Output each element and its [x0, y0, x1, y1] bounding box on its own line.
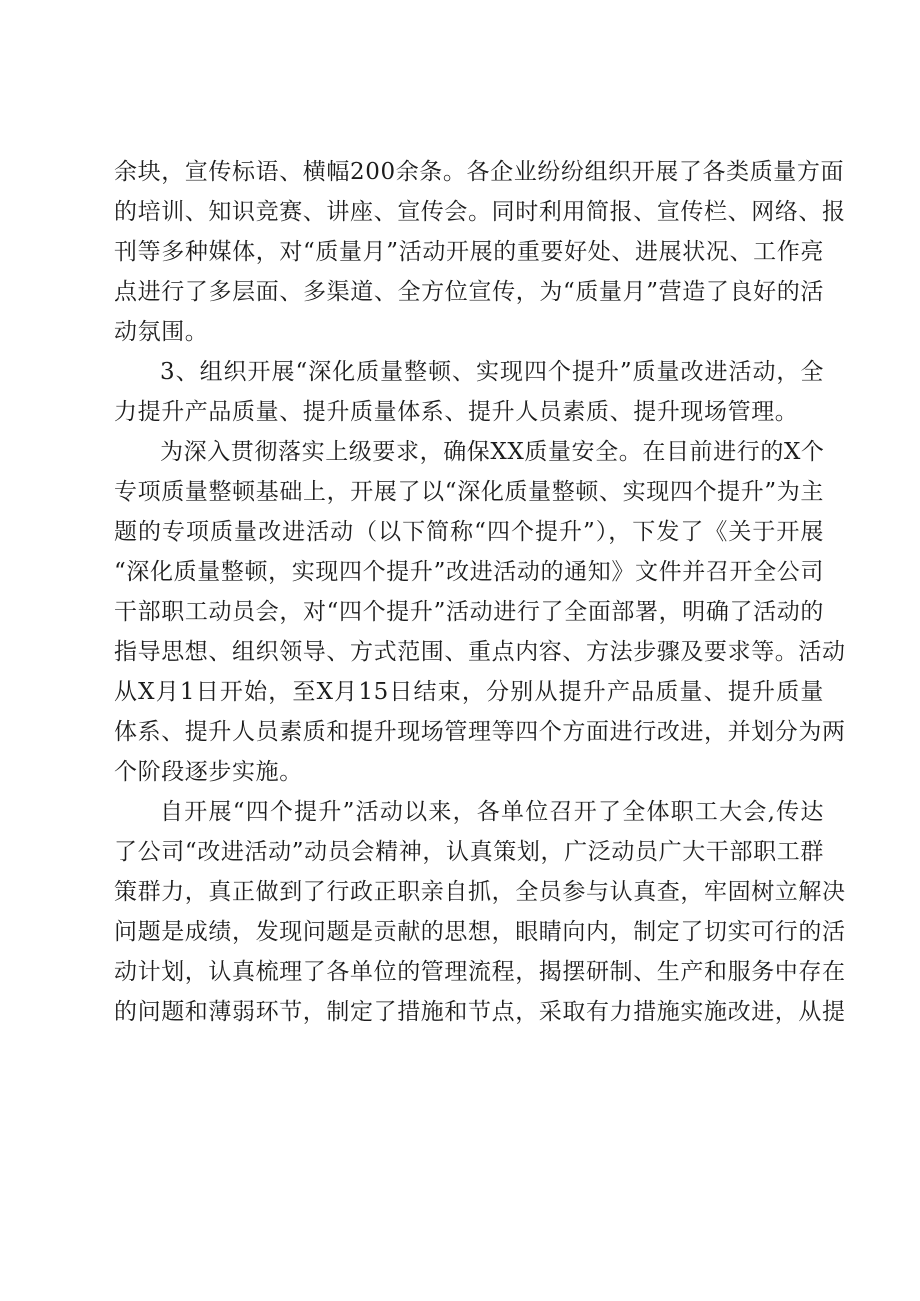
- text-line: 了公司“改进活动”动员会精神，认真策划，广泛动员广大干部职工群: [114, 839, 824, 865]
- text-line: 专项质量整顿基础上，开展了以“深化质量整顿、实现四个提升”为主: [114, 479, 824, 505]
- text-line: 策群力，真正做到了行政正职亲自抓，全员参与认真查，牢固树立解决: [114, 879, 846, 905]
- text-line: 从X月1日开始，至X月15日结束，分别从提升产品质量、提升质量: [114, 679, 824, 705]
- text-line: 刊等多种媒体，对“质量月”活动开展的重要好处、进展状况、工作亮: [114, 239, 824, 265]
- text-line: 的培训、知识竞赛、讲座、宣传会。同时利用简报、宣传栏、网络、报: [114, 199, 846, 225]
- text-line: 的问题和薄弱环节，制定了措施和节点，采取有力措施实施改进，从提: [114, 999, 846, 1025]
- text-line: 为深入贯彻落实上级要求，确保XX质量安全。在目前进行的X个: [160, 439, 825, 465]
- text-line: “深化质量整顿，实现四个提升”改进活动的通知》文件并召开全公司: [114, 559, 824, 585]
- text-line: 个阶段逐步实施。: [114, 759, 303, 785]
- text-line: 余块，宣传标语、横幅200余条。各企业纷纷组织开展了各类质量方面: [114, 159, 845, 185]
- text-line: 动氛围。: [114, 319, 209, 345]
- heading-line: 3、组织开展“深化质量整顿、实现四个提升”质量改进活动，全: [160, 359, 824, 385]
- text-line: 力提升产品质量、提升质量体系、提升人员素质、提升现场管理。: [114, 399, 799, 425]
- text-line: 问题是成绩，发现问题是贡献的思想，眼睛向内，制定了切实可行的活: [114, 919, 846, 945]
- text-line: 题的专项质量改进活动（以下简称“四个提升”），下发了《关于开展: [114, 519, 824, 545]
- text-line: 干部职工动员会，对“四个提升”活动进行了全面部署，明确了活动的: [114, 599, 824, 625]
- text-line: 自开展“四个提升”活动以来，各单位召开了全体职工大会,传达: [160, 799, 824, 825]
- text-line: 点进行了多层面、多渠道、全方位宣传，为“质量月”营造了良好的活: [114, 279, 824, 305]
- text-line: 体系、提升人员素质和提升现场管理等四个方面进行改进，并划分为两: [114, 719, 846, 745]
- document-body: [114, 152, 846, 1032]
- text-line: 动计划，认真梳理了各单位的管理流程，揭摆研制、生产和服务中存在: [114, 959, 846, 985]
- text-line: 指导思想、组织领导、方式范围、重点内容、方法步骤及要求等。活动: [114, 639, 846, 665]
